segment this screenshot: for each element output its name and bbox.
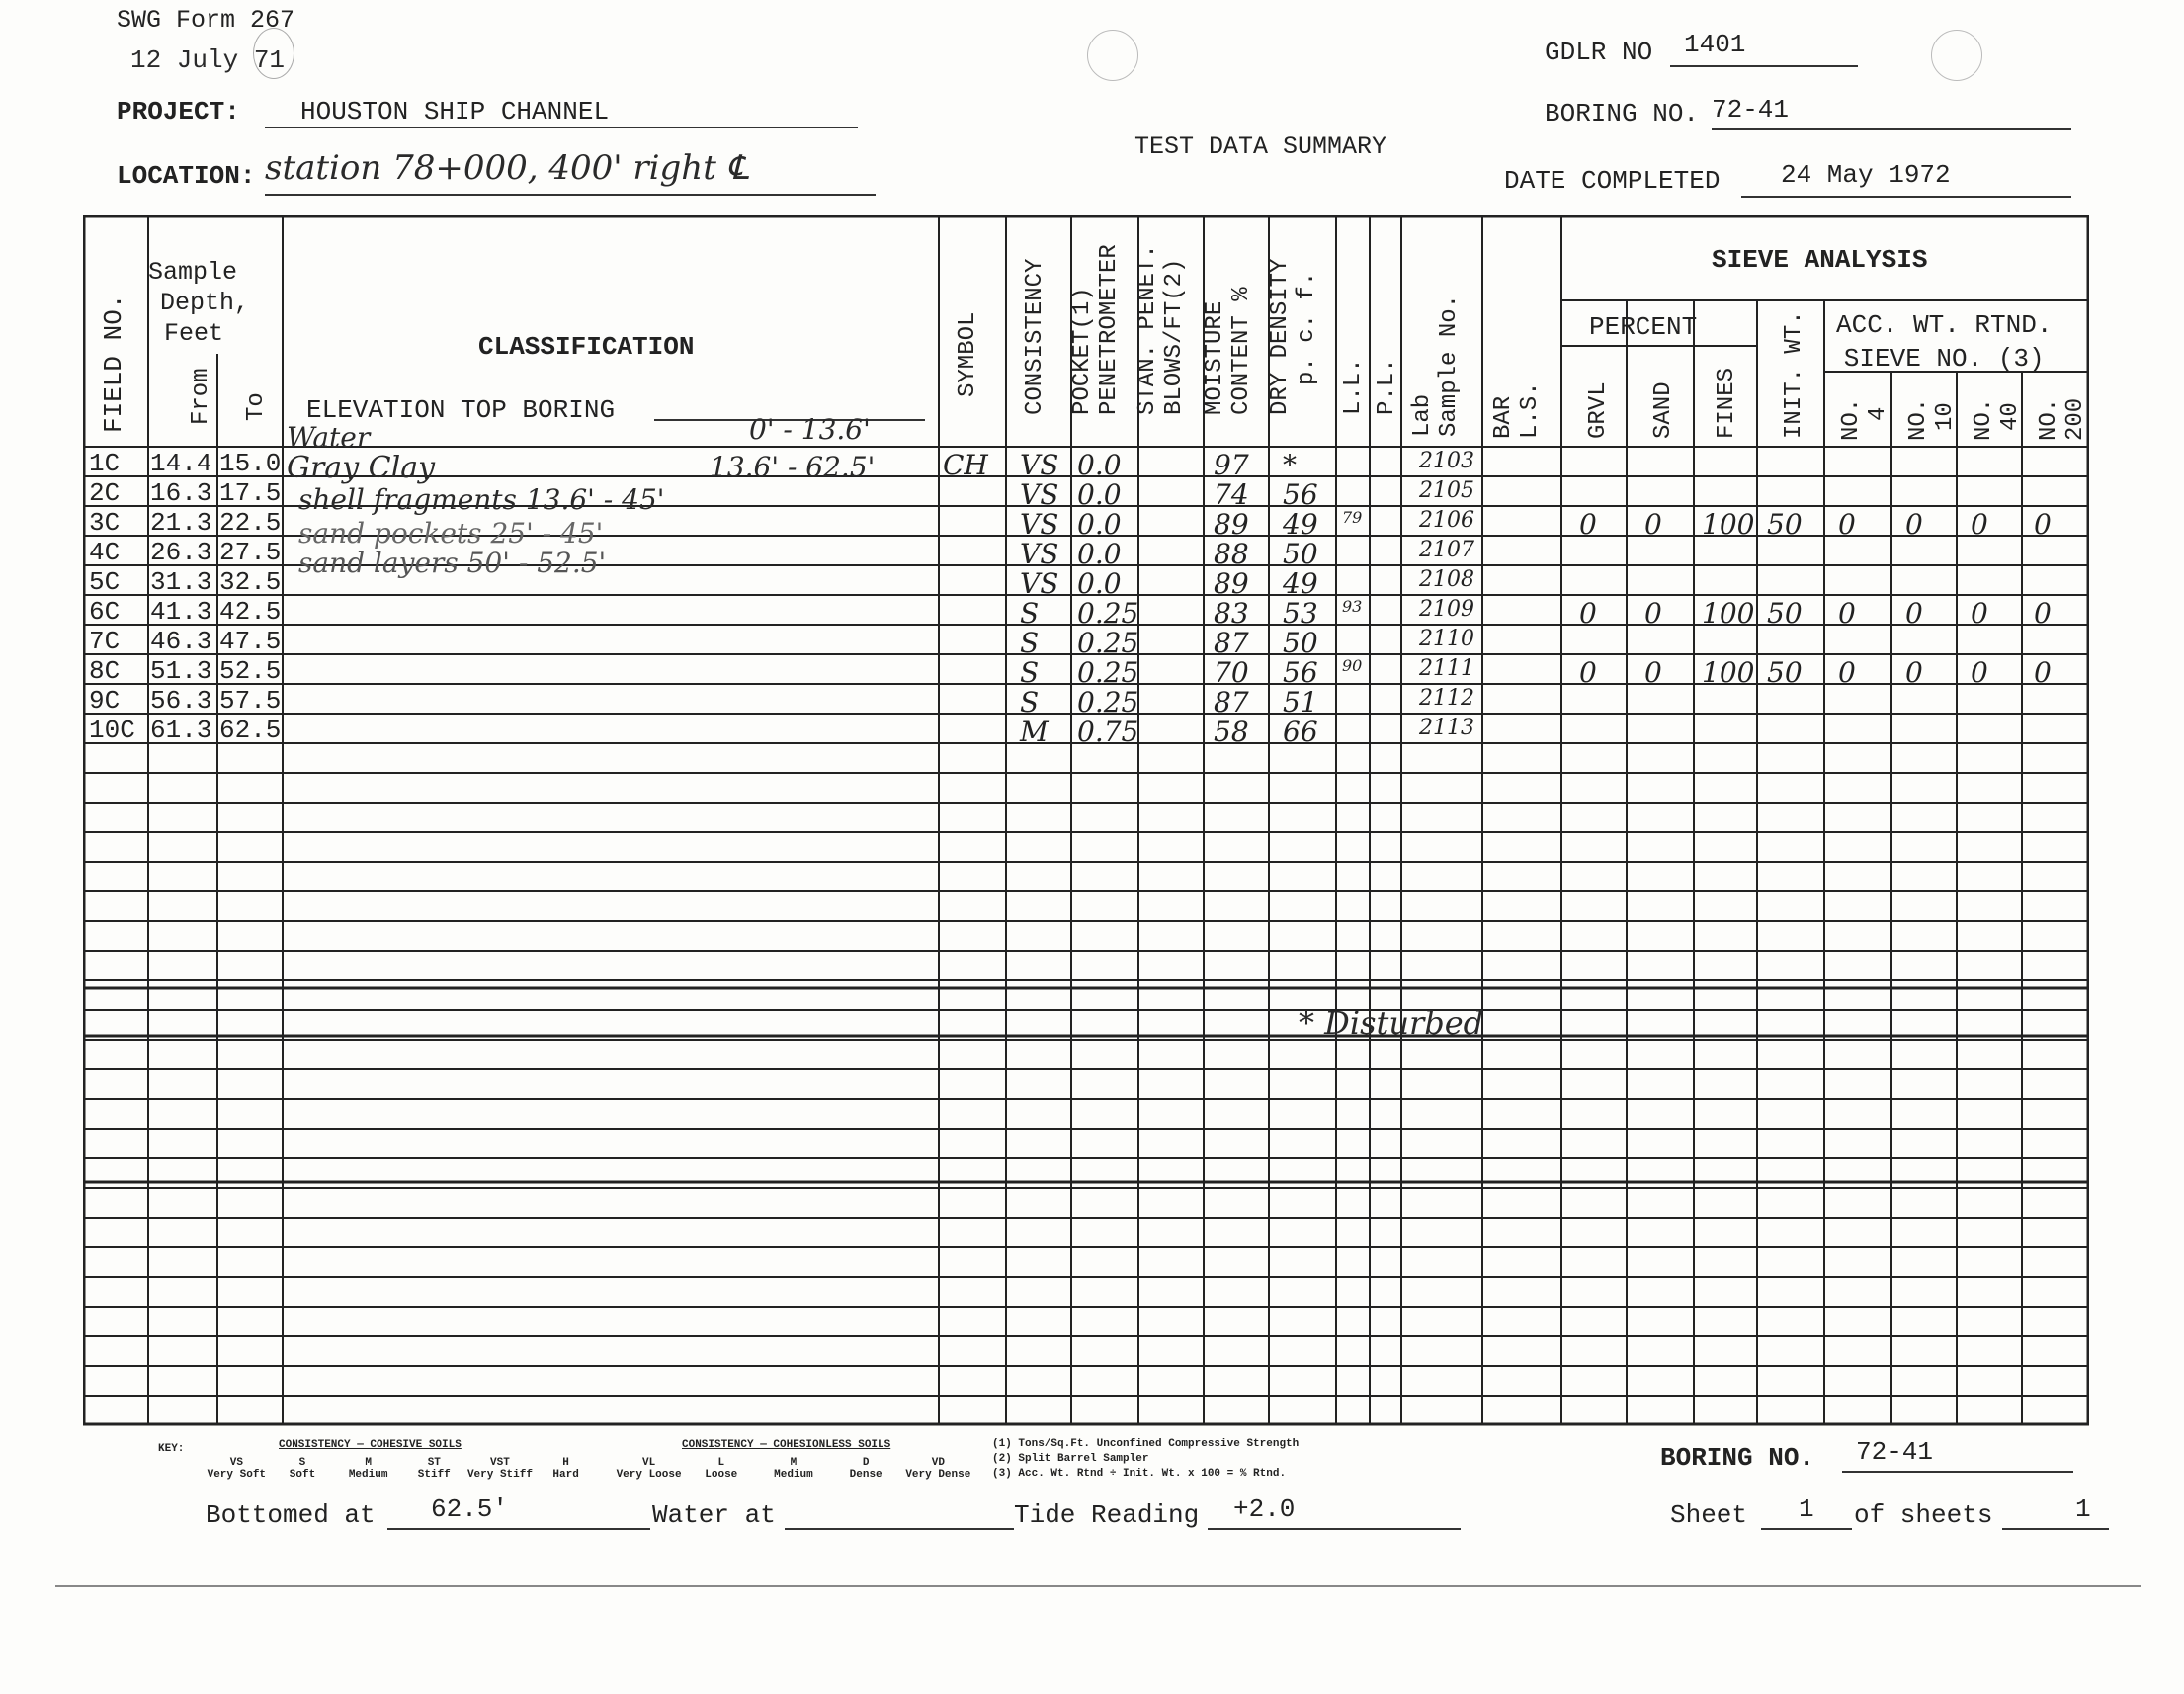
note-water: Water xyxy=(287,421,371,454)
cell-pocket-penetrometer: 0.0 xyxy=(1077,449,1122,481)
cell-pocket-penetrometer: 0.0 xyxy=(1077,478,1122,511)
col-no10-line: 10 xyxy=(1932,402,1959,431)
cell-depth-to: 17.5 xyxy=(219,478,282,508)
note-gray-clay-depth: 13.6' - 62.5' xyxy=(710,451,876,483)
cell-dry-density: 49 xyxy=(1283,567,1318,600)
key-abbr: L xyxy=(717,1457,725,1469)
cell-sieve-no10: 0 xyxy=(1905,508,1923,541)
cell-sieve-no4: 0 xyxy=(1838,508,1856,541)
date-completed-value: 24 May 1972 xyxy=(1781,160,1951,190)
key-name: Soft xyxy=(289,1469,316,1481)
cell-depth-from: 51.3 xyxy=(150,656,212,686)
cell-gravel-percent: 0 xyxy=(1579,597,1597,630)
key-notes xyxy=(992,1437,1299,1482)
cell-lab-sample-no: 2110 xyxy=(1419,627,1474,651)
col-bar-line: L.S. xyxy=(1517,381,1544,439)
cell-depth-from: 46.3 xyxy=(150,627,212,656)
boring-field xyxy=(1712,95,2071,130)
cell-initial-weight: 50 xyxy=(1767,656,1803,689)
col-stan-line: BLOWS/FT(2) xyxy=(1161,258,1188,415)
note-shell: shell fragments 13.6' - 45' xyxy=(298,483,665,516)
cell-consistency: S xyxy=(1020,597,1040,630)
cell-dry-density: 56 xyxy=(1283,478,1318,511)
cell-field-no: 10C xyxy=(89,716,135,745)
cell-consistency: S xyxy=(1020,656,1040,689)
note-sand-pockets: sand pockets 25' - 45' xyxy=(298,517,604,550)
location-value: station 78+000, 400' right ℄ xyxy=(265,148,749,188)
key-note: (2) Split Barrel Sampler xyxy=(992,1453,1149,1465)
key-abbr: M xyxy=(365,1457,372,1469)
col-moisture xyxy=(1202,287,1255,415)
cell-pocket-penetrometer: 0.25 xyxy=(1077,627,1139,659)
key-label: KEY: xyxy=(158,1443,185,1455)
cell-depth-from: 16.3 xyxy=(150,478,212,508)
cell-field-no: 7C xyxy=(89,627,121,656)
cell-fines-percent: 100 xyxy=(1702,508,1755,541)
col-no200 xyxy=(2036,398,2089,441)
sheet-value: 1 xyxy=(1799,1494,1814,1524)
cell-sand-percent: 0 xyxy=(1644,597,1662,630)
cell-moisture-content: 97 xyxy=(1214,449,1249,481)
col-pocket xyxy=(1069,244,1123,415)
cell-lab-sample-no: 2105 xyxy=(1419,478,1474,503)
cell-liquid-limit: 90 xyxy=(1342,656,1363,675)
cell-consistency: VS xyxy=(1020,478,1059,511)
key-abbr: D xyxy=(862,1457,870,1469)
sheet-label: Sheet xyxy=(1670,1500,1748,1530)
key-name: Stiff xyxy=(417,1469,451,1481)
project-field xyxy=(265,97,858,128)
col-no10 xyxy=(1905,398,1959,441)
key-name: Very Dense xyxy=(905,1469,971,1481)
cell-pocket-penetrometer: 0.25 xyxy=(1077,656,1139,689)
cell-pocket-penetrometer: 0.0 xyxy=(1077,567,1122,600)
cell-moisture-content: 89 xyxy=(1214,567,1249,600)
cell-symbol: CH xyxy=(943,449,988,481)
cell-pocket-penetrometer: 0.0 xyxy=(1077,538,1122,570)
col-sieve-analysis: SIEVE ANALYSIS xyxy=(1712,245,1928,275)
cell-dry-density: 50 xyxy=(1283,627,1318,659)
key-entry xyxy=(467,1457,534,1481)
cell-sieve-no200: 0 xyxy=(2034,656,2052,689)
cell-consistency: S xyxy=(1020,686,1040,719)
col-sample-depth xyxy=(148,257,249,349)
cell-fines-percent: 100 xyxy=(1702,597,1755,630)
col-bar-ls xyxy=(1490,381,1544,439)
footer-boring-value: 72-41 xyxy=(1856,1437,1934,1467)
cell-field-no: 4C xyxy=(89,538,121,567)
cell-consistency: VS xyxy=(1020,508,1059,541)
col-moisture-line: MOISTURE xyxy=(1202,300,1228,415)
cell-dry-density: 51 xyxy=(1283,686,1318,719)
punch-hole xyxy=(253,28,294,79)
cell-pocket-penetrometer: 0.25 xyxy=(1077,686,1139,719)
cell-dry-density: 66 xyxy=(1283,716,1318,748)
col-acc-line: ACC. WT. RTND. xyxy=(1836,310,2053,340)
cell-pocket-penetrometer: 0.75 xyxy=(1077,716,1139,748)
cell-field-no: 9C xyxy=(89,686,121,716)
cell-field-no: 3C xyxy=(89,508,121,538)
cell-lab-sample-no: 2113 xyxy=(1419,716,1474,740)
col-acc-line: SIEVE NO. (3) xyxy=(1843,344,2045,374)
key-entry xyxy=(533,1457,599,1481)
cell-depth-from: 56.3 xyxy=(150,686,212,716)
note-water-depth: 0' - 13.6' xyxy=(749,413,871,446)
cell-dry-density: 53 xyxy=(1283,597,1318,630)
key-name: Medium xyxy=(348,1469,388,1481)
key-entry xyxy=(613,1457,685,1481)
col-pocket-line: PENETROMETER xyxy=(1096,244,1123,415)
note-gray-clay: Gray Clay xyxy=(287,451,436,485)
cell-depth-to: 47.5 xyxy=(219,627,282,656)
col-init-wt: INIT. WT. xyxy=(1781,310,1807,439)
cell-depth-to: 42.5 xyxy=(219,597,282,627)
cell-gravel-percent: 0 xyxy=(1579,656,1597,689)
key-note: (1) Tons/Sq.Ft. Unconfined Compressive Strength xyxy=(992,1438,1300,1450)
gdlr-label: GDLR NO xyxy=(1545,38,1653,67)
cell-sand-percent: 0 xyxy=(1644,508,1662,541)
cell-sand-percent: 0 xyxy=(1644,656,1662,689)
cell-sieve-no40: 0 xyxy=(1971,656,1988,689)
col-no4-line: 4 xyxy=(1865,406,1891,421)
cell-dry-density: 49 xyxy=(1283,508,1318,541)
col-stan-line: STAN. PENET. xyxy=(1134,244,1161,415)
date-completed-field xyxy=(1741,160,2071,198)
cell-sieve-no200: 0 xyxy=(2034,597,2052,630)
note-disturbed: * Disturbed xyxy=(1299,1004,1484,1042)
cell-moisture-content: 88 xyxy=(1214,538,1249,570)
col-to: To xyxy=(243,392,270,421)
cell-depth-to: 32.5 xyxy=(219,567,282,597)
col-grvl: GRVL xyxy=(1585,381,1612,439)
cell-moisture-content: 58 xyxy=(1214,716,1249,748)
form-date: 12 July 71 xyxy=(130,45,286,75)
cell-consistency: VS xyxy=(1020,567,1059,600)
col-sand: SAND xyxy=(1650,381,1677,439)
elevation-label: ELEVATION TOP BORING xyxy=(306,395,616,425)
location-field xyxy=(265,148,876,196)
cell-depth-from: 26.3 xyxy=(150,538,212,567)
key-entry xyxy=(270,1457,336,1481)
col-consistency: CONSISTENCY xyxy=(1022,258,1049,415)
cell-depth-to: 62.5 xyxy=(219,716,282,745)
project-value: HOUSTON SHIP CHANNEL xyxy=(300,97,610,127)
key-cohesionless-table xyxy=(613,1457,974,1481)
col-no4-line: NO. xyxy=(1838,397,1865,441)
footer-boring-field xyxy=(1842,1437,2073,1473)
key-abbr: VST xyxy=(490,1457,510,1469)
tide-label: Tide Reading xyxy=(1014,1500,1200,1530)
key-name: Very Soft xyxy=(207,1469,267,1481)
col-fines: FINES xyxy=(1714,367,1740,439)
page-bottom-edge xyxy=(55,1585,2141,1587)
gdlr-field xyxy=(1670,30,1858,67)
tide-field xyxy=(1208,1494,1461,1530)
key-entry xyxy=(902,1457,974,1481)
cell-lab-sample-no: 2106 xyxy=(1419,508,1474,533)
cell-field-no: 5C xyxy=(89,567,121,597)
footer-boring-label: BORING NO. xyxy=(1660,1443,1815,1473)
bottomed-label: Bottomed at xyxy=(206,1500,376,1530)
key-cohesive-title: CONSISTENCY — COHESIVE SOILS xyxy=(279,1439,462,1451)
key-name: Loose xyxy=(705,1469,738,1481)
cell-depth-from: 21.3 xyxy=(150,508,212,538)
col-dry-line: p. c. f. xyxy=(1294,271,1320,385)
cell-lab-sample-no: 2109 xyxy=(1419,597,1474,622)
cell-lab-sample-no: 2107 xyxy=(1419,538,1474,562)
cell-field-no: 1C xyxy=(89,449,121,478)
sheet-field xyxy=(1761,1494,1852,1530)
cell-moisture-content: 70 xyxy=(1214,656,1249,689)
cell-fines-percent: 100 xyxy=(1702,656,1755,689)
cell-sieve-no10: 0 xyxy=(1905,656,1923,689)
project-label: PROJECT: xyxy=(117,97,240,127)
form-number: SWG Form 267 xyxy=(117,6,295,35)
col-moisture-line: CONTENT % xyxy=(1228,287,1255,415)
col-classification: CLASSIFICATION xyxy=(478,332,695,362)
key-abbr: H xyxy=(562,1457,569,1469)
key-entry xyxy=(401,1457,467,1481)
key-name: Dense xyxy=(849,1469,882,1481)
col-sample-depth-line: Sample xyxy=(148,258,238,287)
cell-depth-to: 22.5 xyxy=(219,508,282,538)
col-field-no: FIELD NO. xyxy=(99,294,128,433)
key-abbr: M xyxy=(790,1457,798,1469)
cell-moisture-content: 89 xyxy=(1214,508,1249,541)
col-ll: L.L. xyxy=(1340,358,1367,415)
cell-moisture-content: 87 xyxy=(1214,627,1249,659)
key-abbr: VL xyxy=(641,1457,656,1469)
col-dry-line: DRY DENSITY xyxy=(1267,258,1294,415)
cell-lab-sample-no: 2111 xyxy=(1419,656,1474,681)
key-cohesive-table xyxy=(204,1457,599,1481)
key-name: Medium xyxy=(774,1469,813,1481)
of-sheets-field xyxy=(2002,1494,2109,1530)
cell-sieve-no40: 0 xyxy=(1971,597,1988,630)
key-entry xyxy=(335,1457,401,1481)
cell-pocket-penetrometer: 0.0 xyxy=(1077,508,1122,541)
key-name: Very Stiff xyxy=(466,1469,533,1481)
col-no200-line: 200 xyxy=(2062,397,2089,441)
col-no40 xyxy=(1971,398,2024,441)
key-name: Very Loose xyxy=(616,1469,682,1481)
cell-lab-sample-no: 2112 xyxy=(1419,686,1474,711)
key-entry xyxy=(757,1457,829,1481)
col-from: From xyxy=(188,368,214,425)
cell-consistency: VS xyxy=(1020,538,1059,570)
cell-liquid-limit: 93 xyxy=(1342,597,1363,616)
cell-moisture-content: 83 xyxy=(1214,597,1249,630)
key-note: (3) Acc. Wt. Rtnd ÷ Init. Wt. x 100 = % Rtnd. xyxy=(992,1468,1287,1480)
key-name: Hard xyxy=(552,1469,579,1481)
col-acc-wt xyxy=(1836,308,2052,376)
date-completed-label: DATE COMPLETED xyxy=(1504,166,1721,196)
key-entry xyxy=(685,1457,757,1481)
cell-liquid-limit: 79 xyxy=(1342,508,1363,527)
col-no10-line: NO. xyxy=(1905,397,1932,441)
of-sheets-label: of sheets xyxy=(1854,1500,1993,1530)
col-dry-density xyxy=(1267,259,1320,415)
col-sample-depth-line: Depth, xyxy=(160,289,250,317)
key-abbr: ST xyxy=(427,1457,441,1469)
cell-depth-from: 61.3 xyxy=(150,716,212,745)
cell-depth-to: 57.5 xyxy=(219,686,282,716)
cell-lab-sample-no: 2108 xyxy=(1419,567,1474,592)
bottomed-field xyxy=(387,1494,650,1530)
cell-depth-from: 31.3 xyxy=(150,567,212,597)
key-abbr: VS xyxy=(229,1457,243,1469)
cell-depth-from: 41.3 xyxy=(150,597,212,627)
page-title: TEST DATA SUMMARY xyxy=(1134,132,1387,161)
key-entry xyxy=(830,1457,902,1481)
cell-field-no: 2C xyxy=(89,478,121,508)
cell-depth-to: 27.5 xyxy=(219,538,282,567)
cell-consistency: VS xyxy=(1020,449,1059,481)
cell-field-no: 6C xyxy=(89,597,121,627)
cell-field-no: 8C xyxy=(89,656,121,686)
location-label: LOCATION: xyxy=(117,161,256,191)
cell-sieve-no40: 0 xyxy=(1971,508,1988,541)
boring-label: BORING NO. xyxy=(1545,99,1700,128)
tide-value: +2.0 xyxy=(1233,1494,1296,1524)
col-no200-line: NO. xyxy=(2036,397,2062,441)
cell-depth-to: 15.0 xyxy=(219,449,282,478)
col-lab-line: Lab xyxy=(1409,393,1436,437)
cell-sieve-no10: 0 xyxy=(1905,597,1923,630)
boring-value: 72-41 xyxy=(1712,95,1790,125)
cell-sieve-no200: 0 xyxy=(2034,508,2052,541)
cell-gravel-percent: 0 xyxy=(1579,508,1597,541)
col-lab-sample xyxy=(1409,295,1463,437)
col-bar-line: BAR xyxy=(1490,395,1517,439)
cell-initial-weight: 50 xyxy=(1767,508,1803,541)
col-stan-penet xyxy=(1134,244,1188,415)
cell-sieve-no4: 0 xyxy=(1838,656,1856,689)
note-sand-layers: sand layers 50' - 52.5' xyxy=(298,547,607,579)
col-no4 xyxy=(1838,398,1891,441)
cell-consistency: M xyxy=(1020,716,1049,748)
col-pl: P.L. xyxy=(1374,358,1400,415)
col-symbol: SYMBOL xyxy=(955,311,981,397)
of-sheets-value: 1 xyxy=(2075,1494,2091,1524)
cell-pocket-penetrometer: 0.25 xyxy=(1077,597,1139,630)
cell-moisture-content: 74 xyxy=(1214,478,1249,511)
col-percent: PERCENT xyxy=(1589,312,1698,342)
key-entry xyxy=(204,1457,270,1481)
cell-dry-density: 50 xyxy=(1283,538,1318,570)
key-cohesionless-title: CONSISTENCY — COHESIONLESS SOILS xyxy=(682,1439,891,1451)
cell-lab-sample-no: 2103 xyxy=(1419,449,1474,473)
col-lab-line: Sample No. xyxy=(1436,294,1463,437)
col-no40-line: NO. xyxy=(1971,397,1997,441)
col-pocket-line: POCKET(1) xyxy=(1069,287,1096,415)
cell-consistency: S xyxy=(1020,627,1040,659)
cell-dry-density: * xyxy=(1283,449,1297,481)
punch-hole xyxy=(1931,30,1982,81)
key-abbr: S xyxy=(298,1457,306,1469)
cell-initial-weight: 50 xyxy=(1767,597,1803,630)
key-abbr: VD xyxy=(931,1457,945,1469)
col-sample-depth-line: Feet xyxy=(164,319,224,348)
cell-moisture-content: 87 xyxy=(1214,686,1249,719)
col-no40-line: 40 xyxy=(1997,402,2024,431)
water-label: Water at xyxy=(652,1500,776,1530)
cell-depth-to: 52.5 xyxy=(219,656,282,686)
cell-depth-from: 14.4 xyxy=(150,449,212,478)
cell-sieve-no4: 0 xyxy=(1838,597,1856,630)
punch-hole xyxy=(1087,30,1138,81)
water-field xyxy=(785,1494,1014,1530)
gdlr-value: 1401 xyxy=(1684,30,1746,59)
bottomed-value: 62.5' xyxy=(431,1494,509,1524)
cell-dry-density: 56 xyxy=(1283,656,1318,689)
